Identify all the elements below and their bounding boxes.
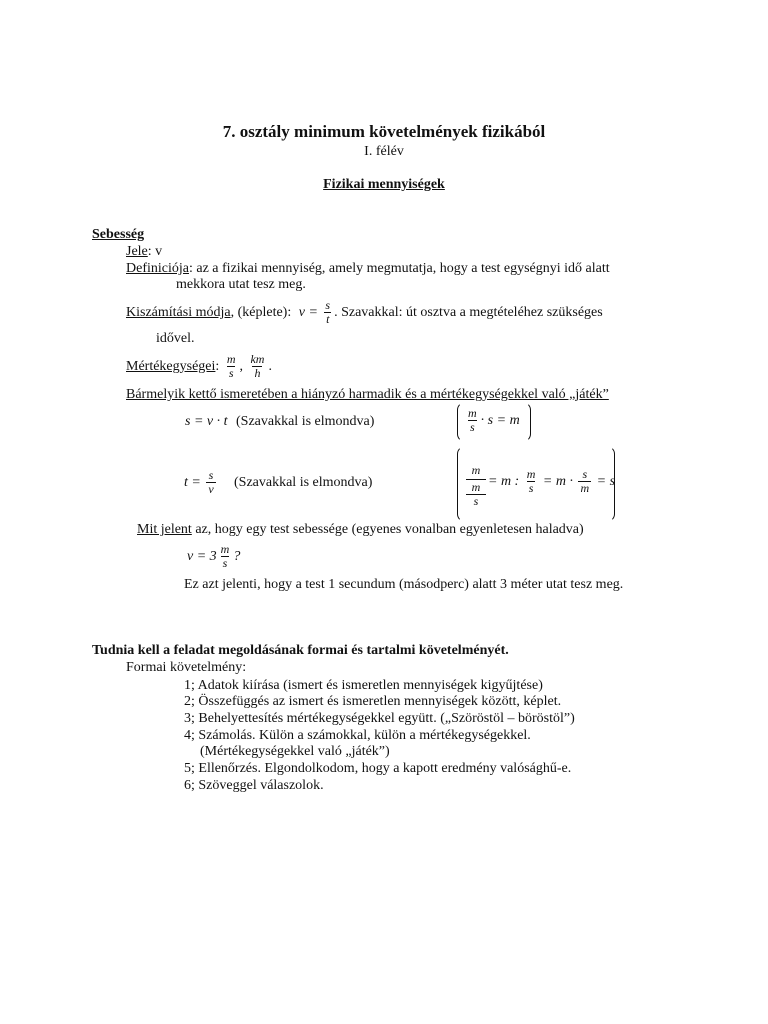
unit-kmh-fraction bbox=[248, 353, 266, 380]
speed-heading: Sebesség bbox=[92, 227, 145, 242]
formula-label: Kiszámítási módja bbox=[126, 305, 231, 320]
unit-check-2-f1-numerator: m bbox=[526, 467, 536, 482]
requirement-item-4: 4; Számolás. Külön a számokkal, külön a mértékegységekkel. bbox=[184, 728, 531, 743]
unit-check-1-denominator: s bbox=[470, 420, 475, 435]
symbol-value: : v bbox=[147, 244, 163, 259]
formula-fraction bbox=[323, 299, 332, 326]
unit-check-1-fraction bbox=[466, 407, 479, 434]
unit-check-2-big-fraction bbox=[466, 464, 486, 508]
unit-check-2-part1: = m : bbox=[488, 474, 520, 489]
units-colon: : bbox=[215, 359, 220, 374]
unit-check-2-part2: = m · bbox=[542, 474, 573, 489]
unit-check-2-chain bbox=[488, 465, 615, 499]
equation-time-words: (Szavakkal is elmondva) bbox=[234, 475, 373, 490]
definition-label: Definiciója bbox=[126, 261, 189, 276]
symbol-label: Jele bbox=[126, 244, 148, 259]
definition-text-1: : az a fizikai mennyiség, amely megmutatja, hogy a test egységnyi idő alatt bbox=[188, 261, 610, 276]
meaning-text: az, hogy egy test sebessége (egyenes vonalban egyenletesen haladva) bbox=[191, 522, 584, 537]
unit-check-2-fraction-2 bbox=[578, 468, 591, 495]
equation-time bbox=[184, 466, 218, 500]
unit-check-1-rest: · s = m bbox=[480, 413, 520, 428]
unit-check-1 bbox=[464, 404, 520, 438]
meaning-equation-denominator: s bbox=[222, 556, 228, 571]
unit-ms-denominator: s bbox=[228, 366, 234, 381]
requirement-item-4-note: (Mértékegységekkel való „játék”) bbox=[200, 744, 390, 759]
unit-separator: , bbox=[239, 359, 243, 374]
meaning-answer: Ez azt jelenti, hogy a test 1 secundum (másodperc) alatt 3 méter utat tesz meg. bbox=[184, 577, 624, 592]
equation-distance-words: (Szavakkal is elmondva) bbox=[236, 414, 375, 429]
meaning-equation-question: ? bbox=[233, 549, 241, 564]
unit-check-1-numerator: m bbox=[468, 406, 477, 421]
equation-time-lhs: t = bbox=[184, 475, 201, 490]
requirements-heading: Tudnia kell a feladat megoldásának formai és tartalmi követelményét. bbox=[92, 643, 509, 658]
unit-check-2-part3: = s bbox=[596, 474, 616, 489]
unit-check-2-fraction-1 bbox=[525, 468, 538, 495]
document-title: 7. osztály minimum követelmények fizikából bbox=[222, 122, 546, 141]
formal-requirements-label: Formai követelmény: bbox=[126, 660, 247, 675]
requirement-item-6: 6; Szöveggel válaszolok. bbox=[184, 778, 324, 793]
symbol-line bbox=[126, 244, 162, 260]
meaning-equation bbox=[187, 540, 240, 574]
requirement-item-3: 3; Behelyettesítés mértékegységekkel együtt. („Szöröstöl – böröstöl”) bbox=[184, 711, 575, 726]
formula-denominator: t bbox=[326, 312, 330, 327]
formula-intro: , (képlete): bbox=[230, 305, 292, 320]
units-end: . bbox=[268, 359, 272, 374]
unit-check-2-f2-numerator: s bbox=[582, 467, 588, 482]
unit-check-2-f2-denominator: m bbox=[580, 481, 590, 496]
requirement-item-2: 2; Összefüggés az ismert és ismeretlen mennyiségek között, képlet. bbox=[184, 694, 562, 709]
meaning-equation-fraction bbox=[219, 543, 232, 570]
unit-kmh-denominator: h bbox=[254, 366, 261, 381]
equation-time-fraction bbox=[206, 469, 215, 496]
formula-numerator: s bbox=[325, 298, 331, 313]
semester-label: I. félév bbox=[364, 144, 404, 159]
formula-words-2: idővel. bbox=[156, 331, 195, 346]
big-fraction-numerator: m bbox=[471, 463, 481, 477]
requirement-item-1: 1; Adatok kiírása (ismert és ismeretlen mennyiségek kigyűjtése) bbox=[184, 678, 543, 693]
meaning-line bbox=[137, 522, 584, 538]
big-fraction-mid-numerator: m bbox=[466, 479, 486, 494]
meaning-equation-numerator: m bbox=[220, 542, 230, 557]
unit-ms-fraction bbox=[225, 353, 238, 380]
formula-line bbox=[126, 296, 603, 330]
unit-check-2-f1-denominator: s bbox=[528, 481, 534, 496]
equation-time-numerator: s bbox=[208, 468, 214, 483]
units-line bbox=[126, 350, 272, 384]
units-label: Mértékegységei bbox=[126, 359, 216, 374]
unit-ms-numerator: m bbox=[226, 352, 236, 367]
big-fraction-mid-denominator: s bbox=[466, 494, 486, 508]
game-line: Bármelyik kettő ismeretében a hiányzó harmadik és a mértékegységekkel való „játék” bbox=[126, 387, 609, 402]
unit-kmh-numerator: km bbox=[250, 352, 265, 367]
equation-distance: s = v · t bbox=[185, 414, 228, 429]
formula-lhs: v = bbox=[298, 305, 318, 320]
meaning-label: Mit jelent bbox=[137, 522, 192, 537]
definition-line-1 bbox=[126, 261, 610, 277]
formula-words-1: . Szavakkal: út osztva a megtételéhez szükséges bbox=[334, 305, 603, 320]
section-heading: Fizikai mennyiségek bbox=[323, 177, 445, 192]
meaning-equation-lhs: v = 3 bbox=[187, 549, 217, 564]
requirement-item-5: 5; Ellenőrzés. Elgondolkodom, hogy a kapott eredmény valósághű-e. bbox=[184, 761, 572, 776]
definition-text-2: mekkora utat tesz meg. bbox=[176, 277, 306, 292]
equation-time-denominator: v bbox=[208, 482, 214, 497]
